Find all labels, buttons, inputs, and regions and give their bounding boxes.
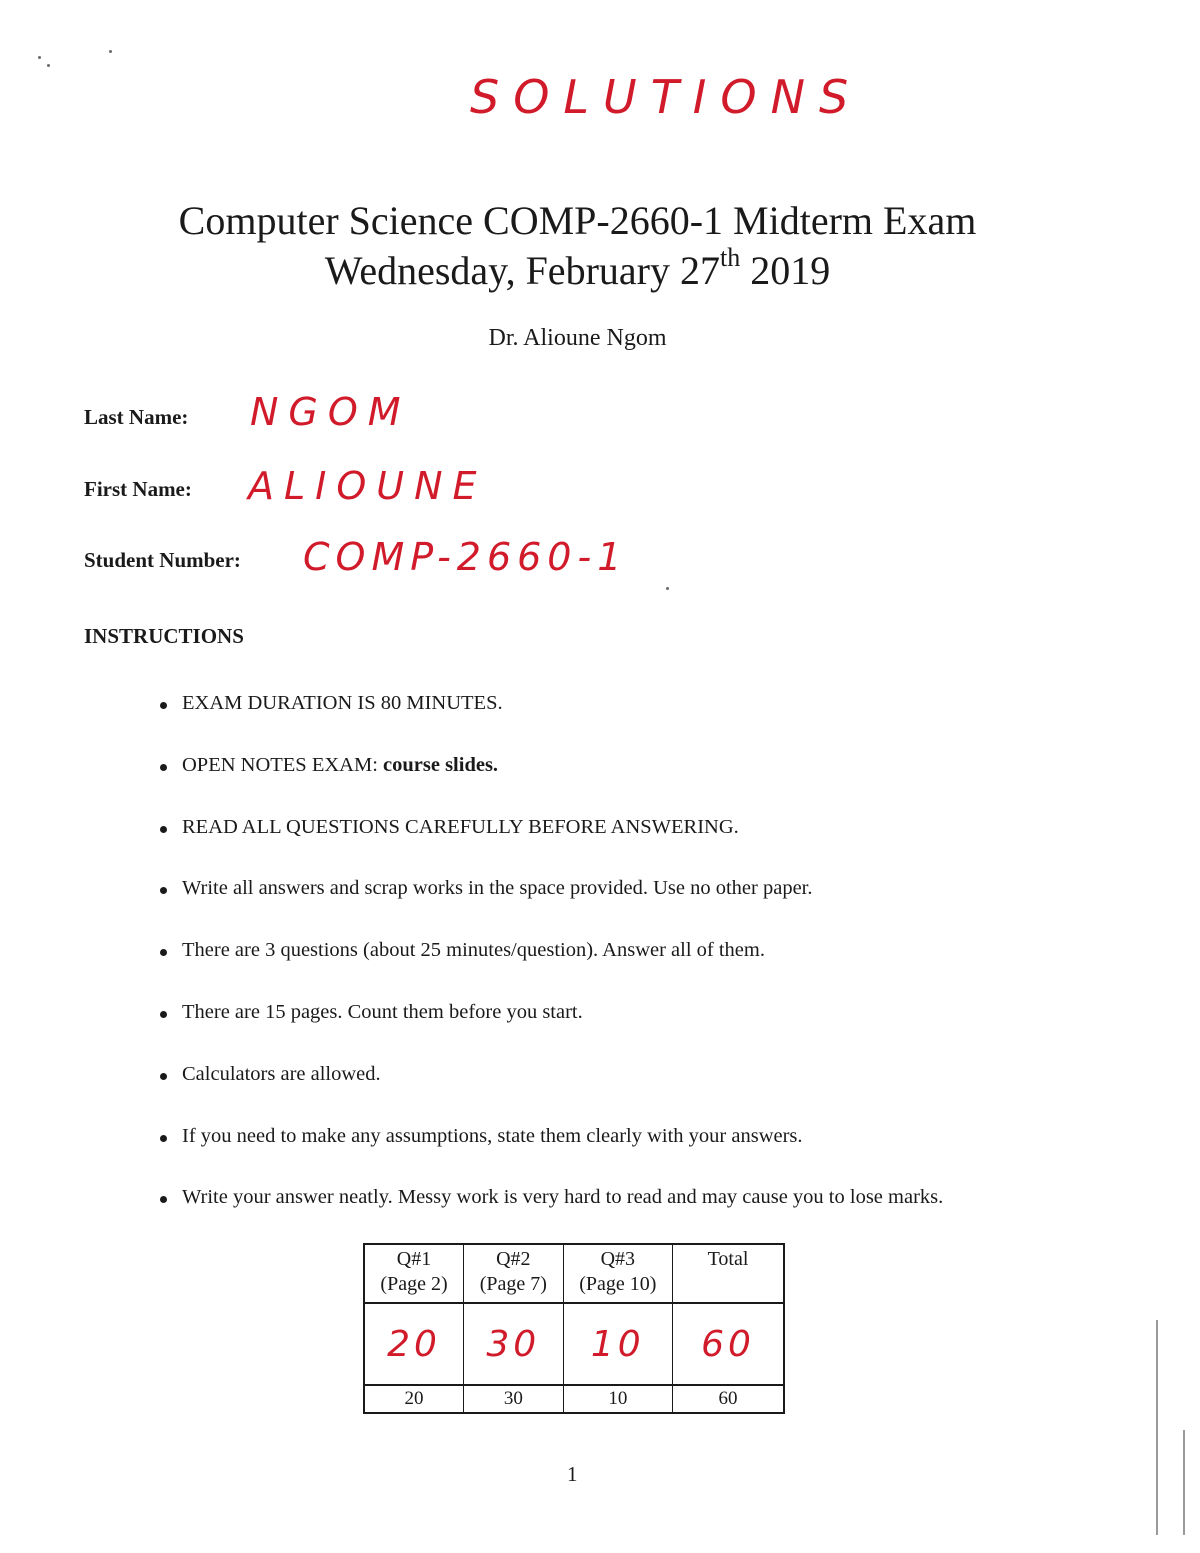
student-number-label: Student Number: [84, 548, 241, 572]
bullet-icon [160, 826, 167, 833]
question-label: Q#3 [600, 1248, 636, 1270]
instruction-text: There are 3 questions (about 25 minutes/question). Answer all of them. [182, 939, 765, 962]
instruction-item [160, 1186, 1160, 1248]
score-table [363, 1243, 785, 1414]
scan-speck [38, 56, 41, 59]
instructions-list [160, 692, 1160, 1248]
instruction-text: OPEN NOTES EXAM: [182, 753, 384, 776]
score-header-cell [673, 1244, 784, 1303]
instruction-text: Write all answers and scrap works in the space provided. Use no other paper. [182, 877, 813, 900]
last-name-value[interactable]: NGOM [250, 390, 411, 434]
exam-date-line [0, 242, 1155, 296]
question-label: Q#2 [496, 1248, 531, 1270]
score-row [364, 1303, 784, 1385]
max-score-cell: 10 [563, 1385, 672, 1413]
instruction-item [160, 1001, 1160, 1063]
instruction-text: There are 15 pages. Count them before you start. [182, 1000, 583, 1023]
first-name-value[interactable]: ALIOUNE [248, 464, 487, 508]
score-value[interactable]: 30 [486, 1323, 541, 1365]
instruction-item [160, 877, 1160, 939]
question-page: (Page 2) [380, 1273, 448, 1295]
bullet-icon [160, 1135, 167, 1142]
instruction-item [160, 754, 1160, 816]
bullet-icon [160, 1196, 167, 1203]
student-number-value[interactable]: COMP-2660-1 [303, 535, 628, 579]
max-score-row [364, 1385, 784, 1413]
exam-title-line: Computer Science COMP-2660-1 Midterm Exam [178, 198, 977, 243]
scan-speck [109, 50, 112, 53]
bullet-icon [160, 702, 167, 709]
score-header-row [364, 1244, 784, 1303]
instruction-text: EXAM DURATION IS 80 MINUTES. [182, 692, 503, 714]
max-score-cell: 20 [364, 1385, 464, 1413]
instruction-item [160, 1125, 1160, 1187]
scan-speck [47, 64, 50, 67]
bullet-icon [160, 764, 167, 771]
max-score-cell: 60 [673, 1385, 784, 1413]
solutions-annotation: SOLUTIONS [470, 70, 863, 124]
scan-edge-line [1183, 1430, 1185, 1535]
score-header-cell [563, 1244, 672, 1303]
scan-speck [666, 587, 669, 590]
score-cell [464, 1303, 564, 1385]
score-cell [563, 1303, 672, 1385]
bullet-icon [160, 1073, 167, 1080]
bullet-icon [160, 1011, 167, 1018]
exam-date: Wednesday, February 27 [324, 248, 720, 293]
scan-edge-line [1156, 1320, 1158, 1535]
score-value[interactable]: 10 [590, 1323, 645, 1365]
page-number: 1 [567, 1462, 578, 1486]
score-header-cell [364, 1244, 464, 1303]
instruction-item [160, 1063, 1160, 1125]
instruction-text: READ ALL QUESTIONS CAREFULLY BEFORE ANSWERING. [182, 815, 739, 838]
first-name-label: First Name: [84, 477, 192, 501]
instruction-text: Write your answer neatly. Messy work is very hard to read and may cause you to lose marks. [182, 1186, 944, 1209]
instructor-name: Dr. Alioune Ngom [488, 325, 667, 351]
bullet-icon [160, 949, 167, 956]
instructions-heading: INSTRUCTIONS [84, 624, 244, 648]
instruction-bold-text: course slides. [383, 753, 499, 776]
exam-date-suffix: th [719, 242, 741, 272]
bullet-icon [160, 887, 167, 894]
question-page: (Page 7) [479, 1273, 547, 1295]
exam-year: 2019 [750, 248, 831, 293]
total-score-value[interactable]: 60 [701, 1323, 755, 1365]
max-score-cell: 30 [464, 1385, 564, 1413]
score-value[interactable]: 20 [387, 1323, 441, 1365]
instruction-item [160, 816, 1160, 878]
question-page: (Page 10) [579, 1273, 657, 1295]
score-cell [673, 1303, 784, 1385]
total-label: Total [707, 1248, 749, 1270]
score-header-cell [464, 1244, 564, 1303]
score-cell [364, 1303, 464, 1385]
last-name-label: Last Name: [84, 405, 189, 429]
instruction-item [160, 939, 1160, 1001]
exam-title [0, 196, 1155, 296]
instruction-item [160, 692, 1160, 754]
question-label: Q#1 [396, 1248, 432, 1270]
instruction-text: If you need to make any assumptions, state them clearly with your answers. [182, 1124, 803, 1147]
instruction-text: Calculators are allowed. [182, 1062, 381, 1085]
